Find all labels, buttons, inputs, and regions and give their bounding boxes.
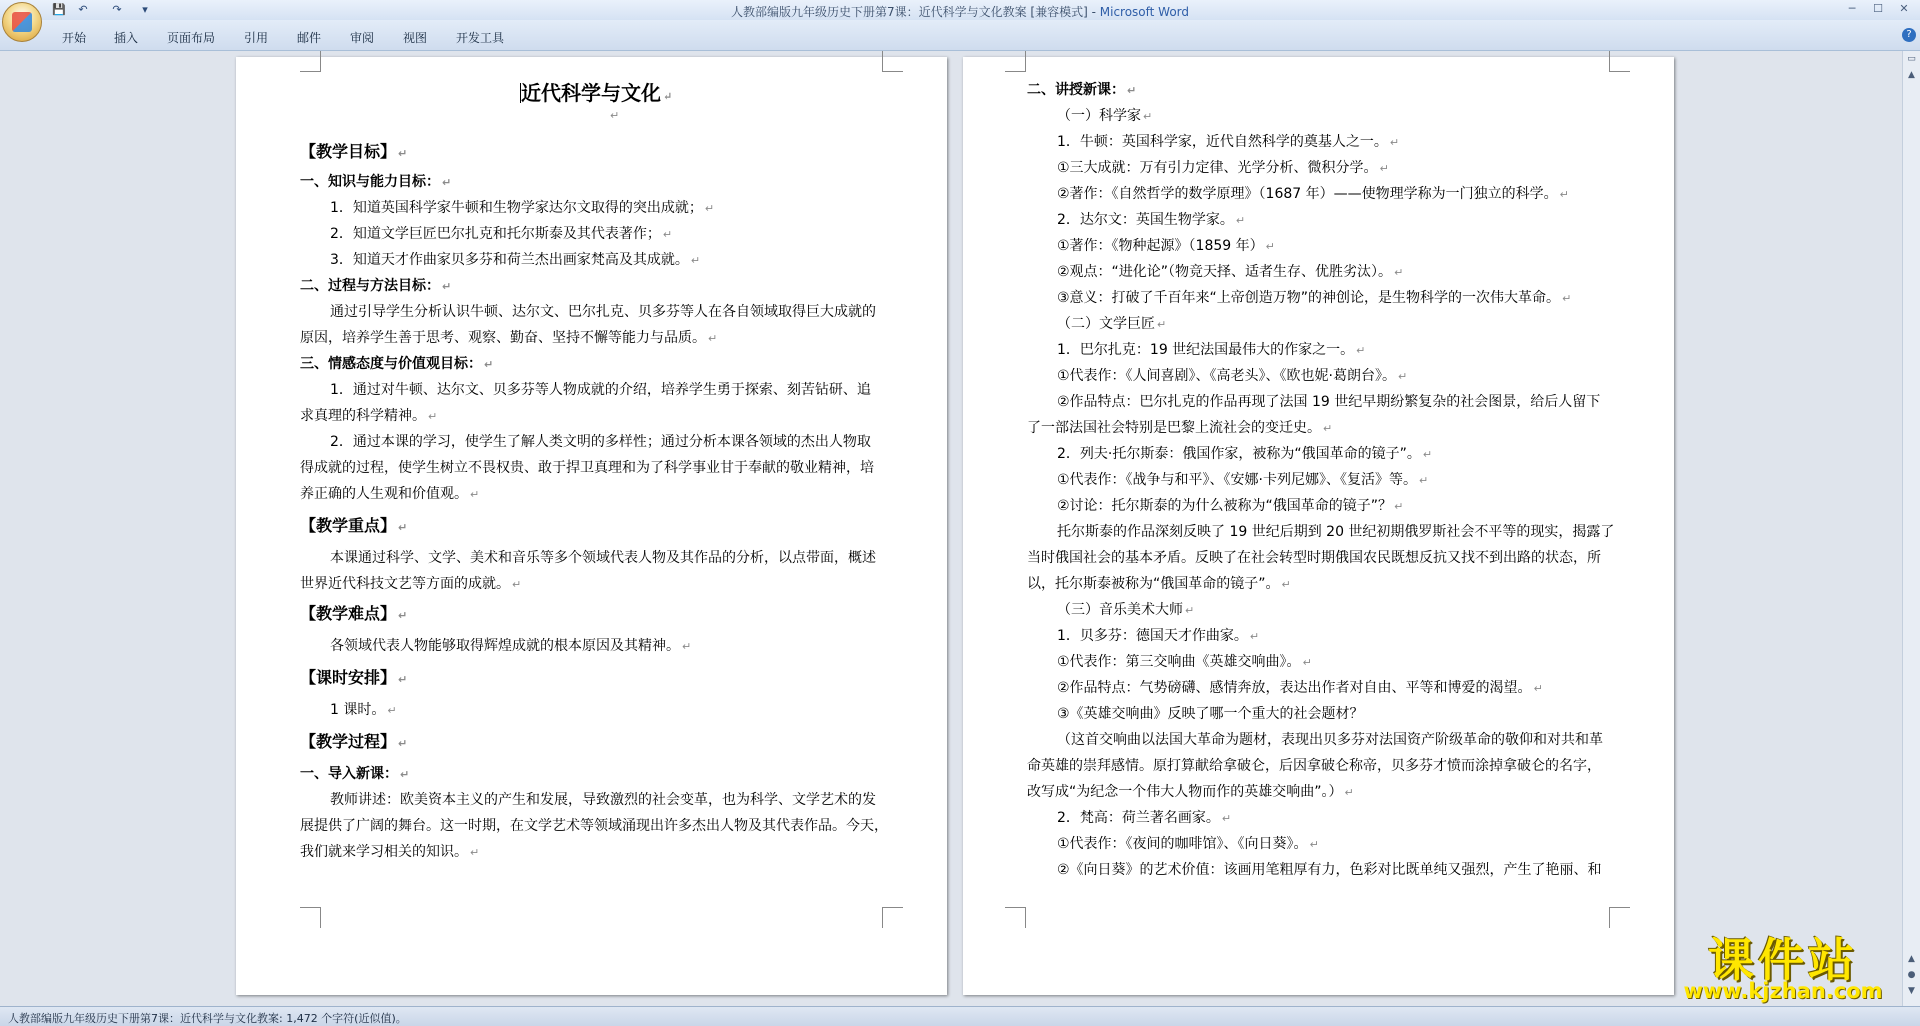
paragraph[interactable]: 当时俄国社会的基本矛盾。反映了在社会转型时期俄国农民既想反抗又找不到出路的状态，所: [1027, 550, 1601, 566]
paragraph[interactable]: ①代表作：《夜间的咖啡馆》、《向日葵》。 ↵: [1057, 836, 1319, 852]
paragraph[interactable]: （三）音乐美术大师 ↵: [1057, 602, 1195, 618]
tab-page-layout[interactable]: 页面布局: [167, 31, 216, 45]
minimize-button[interactable]: ─: [1848, 2, 1856, 15]
document-workarea[interactable]: [0, 51, 1902, 1006]
paragraph[interactable]: 养正确的人生观和价值观。 ↵: [300, 486, 480, 502]
empty-paragraph: ↵: [610, 109, 620, 122]
heading-teaching-objectives[interactable]: 【教学目标】 ↵: [300, 142, 408, 161]
paragraph[interactable]: 原因，培养学生善于思考、观察、勤奋、坚持不懈等能力与品质。 ↵: [300, 330, 718, 346]
document-title: 人教部编版九年级历史下册第7课：近代科学与文化教案 [兼容模式]: [730, 5, 1088, 19]
redo-icon[interactable]: ↷: [112, 3, 122, 16]
subheading[interactable]: 一、导入新课： ↵: [300, 766, 410, 782]
paragraph[interactable]: 1．牛顿：英国科学家，近代自然科学的奠基人之一。 ↵: [1057, 134, 1400, 150]
paragraph[interactable]: 以，托尔斯泰被称为“俄国革命的镜子”。 ↵: [1027, 576, 1291, 592]
title-bar: [0, 0, 1920, 20]
close-button[interactable]: ✕: [1899, 2, 1909, 15]
vertical-scrollbar[interactable]: [1902, 51, 1920, 1006]
paragraph[interactable]: ②《向日葵》的艺术价值：该画用笔粗厚有力，色彩对比既单纯又强烈，产生了艳丽、和: [1057, 862, 1602, 878]
save-icon[interactable]: 💾: [52, 3, 66, 16]
paragraph[interactable]: 得成就的过程，使学生树立不畏权贵、敢于捍卫真理和为了科学事业甘于奉献的敬业精神，培: [300, 460, 874, 476]
paragraph[interactable]: （这首交响曲以法国大革命为题材，表现出贝多芬对法国资产阶级革命的敬仰和对共和革: [1057, 732, 1603, 748]
subheading[interactable]: 二、过程与方法目标： ↵: [300, 278, 452, 294]
crop-mark: [1005, 907, 1026, 928]
tab-view[interactable]: 视图: [403, 31, 428, 45]
subheading[interactable]: 三、情感态度与价值观目标： ↵: [300, 356, 494, 372]
paragraph[interactable]: 1．通过对牛顿、达尔文、贝多芬等人物成就的介绍，培养学生勇于探索、刻苦钻研、追: [330, 382, 871, 398]
crop-mark: [300, 907, 321, 928]
select-browse-object-icon[interactable]: ●: [1907, 970, 1916, 980]
ruler-toggle-icon[interactable]: ▭: [1907, 54, 1916, 64]
maximize-button[interactable]: ☐: [1873, 2, 1883, 15]
paragraph[interactable]: ①代表作：《人间喜剧》、《高老头》、《欧也妮·葛朗台》。 ↵: [1057, 368, 1408, 384]
tab-insert[interactable]: 插入: [114, 31, 139, 45]
paragraph[interactable]: ③意义：打破了千百年来“上帝创造万物”的神创论，是生物科学的一次伟大革命。 ↵: [1057, 290, 1572, 306]
app-name: Microsoft Word: [1099, 5, 1190, 19]
previous-page-icon[interactable]: ▲: [1908, 954, 1915, 964]
paragraph[interactable]: 教师讲述：欧美资本主义的产生和发展，导致激烈的社会变革，也为科学、文学艺术的发: [330, 792, 876, 808]
paragraph[interactable]: 通过引导学生分析认识牛顿、达尔文、巴尔扎克、贝多芬等人在各自领域取得巨大成就的: [330, 304, 876, 320]
paragraph[interactable]: 3．知道天才作曲家贝多芬和荷兰杰出画家梵高及其成就。 ↵: [330, 252, 701, 268]
scroll-up-icon[interactable]: ▲: [1908, 70, 1915, 80]
tab-review[interactable]: 审阅: [350, 31, 375, 45]
heading-key-points[interactable]: 【教学重点】 ↵: [300, 516, 408, 535]
paragraph[interactable]: 我们就来学习相关的知识。 ↵: [300, 844, 480, 860]
paragraph[interactable]: ①代表作：第三交响曲《英雄交响曲》。 ↵: [1057, 654, 1312, 670]
paragraph[interactable]: 托尔斯泰的作品深刻反映了 19 世纪后期到 20 世纪初期俄罗斯社会不平等的现实，揭露了: [1057, 524, 1615, 540]
tab-home[interactable]: 开始: [62, 31, 87, 45]
paragraph[interactable]: 各领域代表人物能够取得辉煌成就的根本原因及其精神。 ↵: [330, 638, 692, 654]
watermark-title: 课件站: [1708, 933, 1858, 987]
title-separator: -: [1087, 5, 1100, 19]
watermark-logo: [1668, 924, 1898, 1006]
office-logo-icon: [12, 12, 32, 32]
paragraph[interactable]: ②作品特点：巴尔扎克的作品再现了法国 19 世纪早期纷繁复杂的社会图景，给后人留下: [1057, 394, 1601, 410]
office-button[interactable]: [2, 2, 42, 42]
paragraph[interactable]: ②作品特点：气势磅礴、感情奔放，表达出作者对自由、平等和博爱的渴望。 ↵: [1057, 680, 1543, 696]
paragraph[interactable]: ①三大成就：万有引力定律、光学分析、微积分学。 ↵: [1057, 160, 1389, 176]
page-2-body[interactable]: [1027, 69, 1627, 909]
watermark-url: www.kjzhan.com: [1683, 979, 1883, 1003]
heading-difficulties[interactable]: 【教学难点】 ↵: [300, 604, 408, 623]
paragraph[interactable]: 展提供了广阔的舞台。这一时期，在文学艺术等领域涌现出许多杰出人物及其代表作品。今天，: [300, 818, 888, 834]
tab-mailings[interactable]: 邮件: [297, 31, 322, 45]
paragraph[interactable]: 了一部法国社会特别是巴黎上流社会的变迁史。 ↵: [1027, 420, 1333, 436]
crop-mark: [1005, 51, 1026, 72]
paragraph[interactable]: 本课通过科学、文学、美术和音乐等多个领域代表人物及其作品的分析，以点带面，概述: [330, 550, 876, 566]
paragraph[interactable]: 1 课时。 ↵: [330, 702, 397, 718]
undo-icon[interactable]: ↶: [78, 3, 88, 16]
crop-mark: [882, 907, 903, 928]
paragraph[interactable]: ③《英雄交响曲》反映了哪一个重大的社会题材？: [1057, 706, 1364, 722]
paragraph[interactable]: 1．巴尔扎克：19 世纪法国最伟大的作家之一。 ↵: [1057, 342, 1366, 358]
tab-references[interactable]: 引用: [244, 31, 269, 45]
subheading[interactable]: 一、知识与能力目标： ↵: [300, 174, 452, 190]
heading-process[interactable]: 【教学过程】 ↵: [300, 732, 408, 751]
page-1-body[interactable]: [300, 69, 890, 909]
paragraph[interactable]: 2．达尔文：英国生物学家。 ↵: [1057, 212, 1246, 228]
paragraph[interactable]: 2．列夫·托尔斯泰：俄国作家，被称为“俄国革命的镜子”。 ↵: [1057, 446, 1433, 462]
subheading[interactable]: 二、讲授新课： ↵: [1027, 82, 1137, 98]
paragraph[interactable]: 求真理的科学精神。 ↵: [300, 408, 438, 424]
paragraph[interactable]: 2．梵高：荷兰著名画家。 ↵: [1057, 810, 1232, 826]
paragraph[interactable]: ②观点：“进化论”（物竞天择、适者生存、优胜劣汰）。 ↵: [1057, 264, 1404, 280]
paragraph[interactable]: （一）科学家 ↵: [1057, 108, 1153, 124]
paragraph[interactable]: 2．知道文学巨匠巴尔扎克和托尔斯泰及其代表著作； ↵: [330, 226, 673, 242]
page-2[interactable]: [963, 57, 1674, 995]
crop-mark: [1609, 907, 1630, 928]
paragraph[interactable]: 2．通过本课的学习，使学生了解人类文明的多样性；通过分析本课各领域的杰出人物取: [330, 434, 871, 450]
paragraph[interactable]: 命英雄的崇拜感情。原打算献给拿破仑，后因拿破仑称帝，贝多芬才愤而涂掉拿破仑的名字，: [1027, 758, 1601, 774]
paragraph[interactable]: ②讨论：托尔斯泰的为什么被称为“俄国革命的镜子”？ ↵: [1057, 498, 1404, 514]
help-icon[interactable]: ?: [1902, 28, 1916, 42]
page-1[interactable]: [236, 57, 947, 995]
customize-qat-icon[interactable]: ▾: [142, 3, 148, 16]
tab-developer[interactable]: 开发工具: [456, 31, 505, 45]
document-title-heading[interactable]: 近代科学与文化 ↵: [521, 81, 673, 105]
paragraph[interactable]: ①代表作：《战争与和平》、《安娜·卡列尼娜》、《复活》等。 ↵: [1057, 472, 1429, 488]
paragraph[interactable]: ①著作：《物种起源》（1859 年） ↵: [1057, 238, 1275, 254]
paragraph[interactable]: 改写成“为纪念一个伟大人物而作的英雄交响曲”。） ↵: [1027, 784, 1354, 800]
paragraph[interactable]: ②著作：《自然哲学的数学原理》（1687 年）——使物理学称为一门独立的科学。 ↵: [1057, 186, 1569, 202]
window-title: [0, 3, 1920, 20]
heading-schedule[interactable]: 【课时安排】 ↵: [300, 668, 408, 687]
ribbon-tab-bar: [0, 20, 1920, 51]
next-page-icon[interactable]: ▼: [1908, 986, 1915, 996]
status-bar: [0, 1006, 1920, 1026]
status-text: 人教部编版九年级历史下册第7课：近代科学与文化教案: 1,472 个字符(近似值)。: [8, 1012, 407, 1025]
paragraph[interactable]: （二）文学巨匠 ↵: [1057, 316, 1167, 332]
paragraph[interactable]: 1．知道英国科学家牛顿和生物学家达尔文取得的突出成就； ↵: [330, 200, 715, 216]
paragraph[interactable]: 1．贝多芬：德国天才作曲家。 ↵: [1057, 628, 1260, 644]
paragraph[interactable]: 世界近代科技文艺等方面的成就。 ↵: [300, 576, 522, 592]
